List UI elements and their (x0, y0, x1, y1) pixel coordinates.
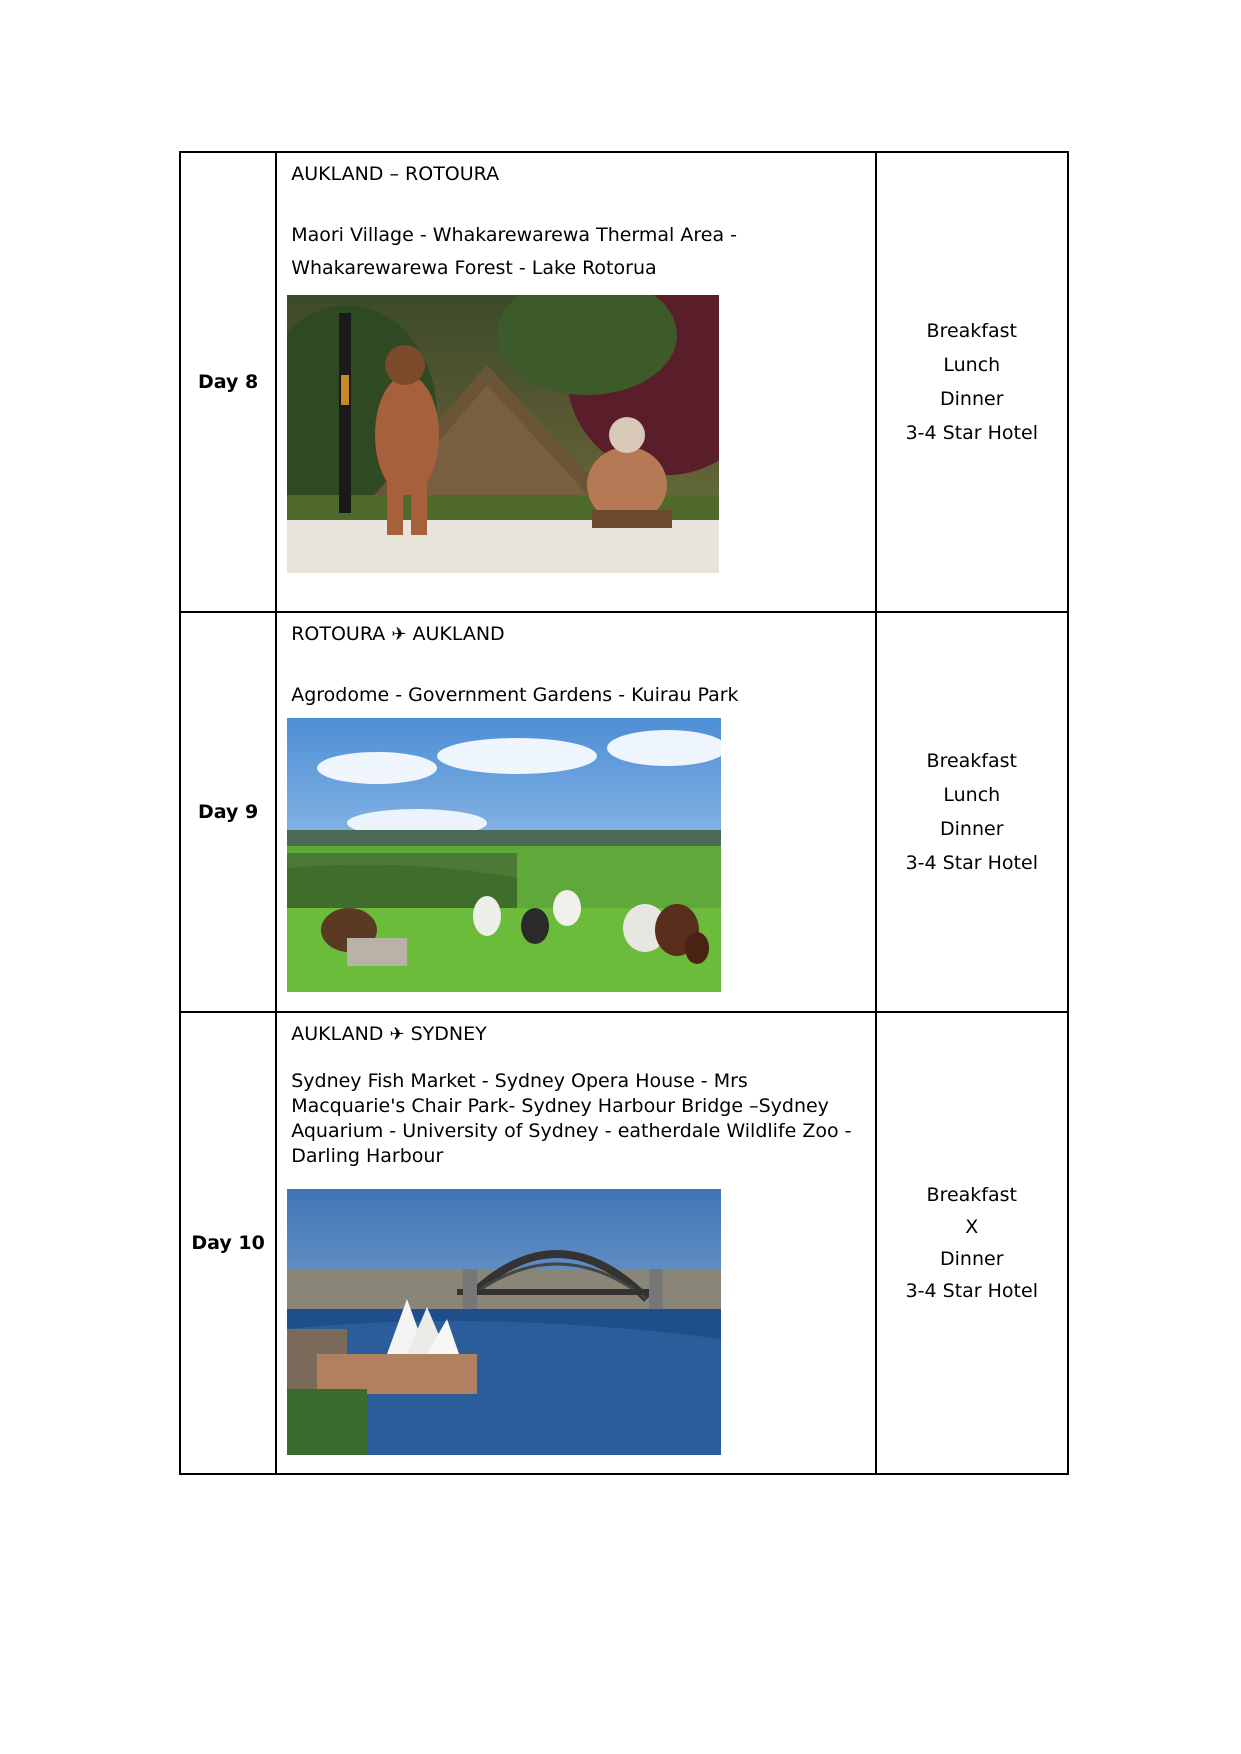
route (291, 1019, 874, 1049)
meal-breakfast: Breakfast (926, 1184, 1017, 1206)
route-from: ROTOURA (291, 623, 386, 645)
meal-lunch: X (965, 1216, 979, 1238)
route-separator: – (389, 163, 399, 185)
meal-dinner: Dinner (940, 388, 1004, 410)
meal-lunch: Lunch (943, 354, 1001, 376)
sydney-harbour-photo (287, 1189, 721, 1455)
meal-lunch: Lunch (943, 784, 1001, 806)
day-details (276, 152, 875, 612)
llama-farm-photo (287, 718, 721, 992)
route-to: ROTOURA (405, 163, 500, 185)
itinerary-row-day-10 (180, 1012, 1068, 1474)
route-from: AUKLAND (291, 1023, 384, 1045)
maori-dancers-photo (287, 295, 719, 573)
places-list: Sydney Fish Market - Sydney Opera House - Mrs Macquarie's Chair Park- Sydney Harbour Bridge –Sydney Aquarium - University of Sydney - eatherdale Wildlife Zoo - Darling Harbour (291, 1070, 852, 1167)
places-list: Agrodome - Government Gardens - Kuirau Park (291, 684, 739, 706)
places-list: Maori Village - Whakarewarewa Thermal Area - Whakarewarewa Forest - Lake Rotorua (291, 224, 737, 279)
route-from: AUKLAND (291, 163, 384, 185)
route (291, 619, 874, 649)
day-details (276, 612, 875, 1012)
route-to: SYDNEY (410, 1023, 487, 1045)
day-label: Day 10 (180, 1012, 276, 1474)
meals-list (876, 1012, 1068, 1474)
itinerary-table (179, 151, 1069, 1475)
day-details (276, 1012, 875, 1474)
hotel-rating: 3-4 Star Hotel (905, 852, 1038, 874)
route (291, 159, 874, 189)
itinerary-row-day-9 (180, 612, 1068, 1012)
day-label: Day 9 (180, 612, 276, 1012)
hotel-rating: 3-4 Star Hotel (905, 422, 1038, 444)
route-to: AUKLAND (412, 623, 505, 645)
plane-icon: ✈ (389, 1024, 405, 1045)
meals-list (876, 152, 1068, 612)
hotel-rating: 3-4 Star Hotel (905, 1280, 1038, 1302)
day-label: Day 8 (180, 152, 276, 612)
meals-list (876, 612, 1068, 1012)
itinerary-row-day-8 (180, 152, 1068, 612)
plane-icon: ✈ (391, 624, 407, 645)
meal-dinner: Dinner (940, 818, 1004, 840)
meal-breakfast: Breakfast (926, 320, 1017, 342)
meal-breakfast: Breakfast (926, 750, 1017, 772)
meal-dinner: Dinner (940, 1248, 1004, 1270)
